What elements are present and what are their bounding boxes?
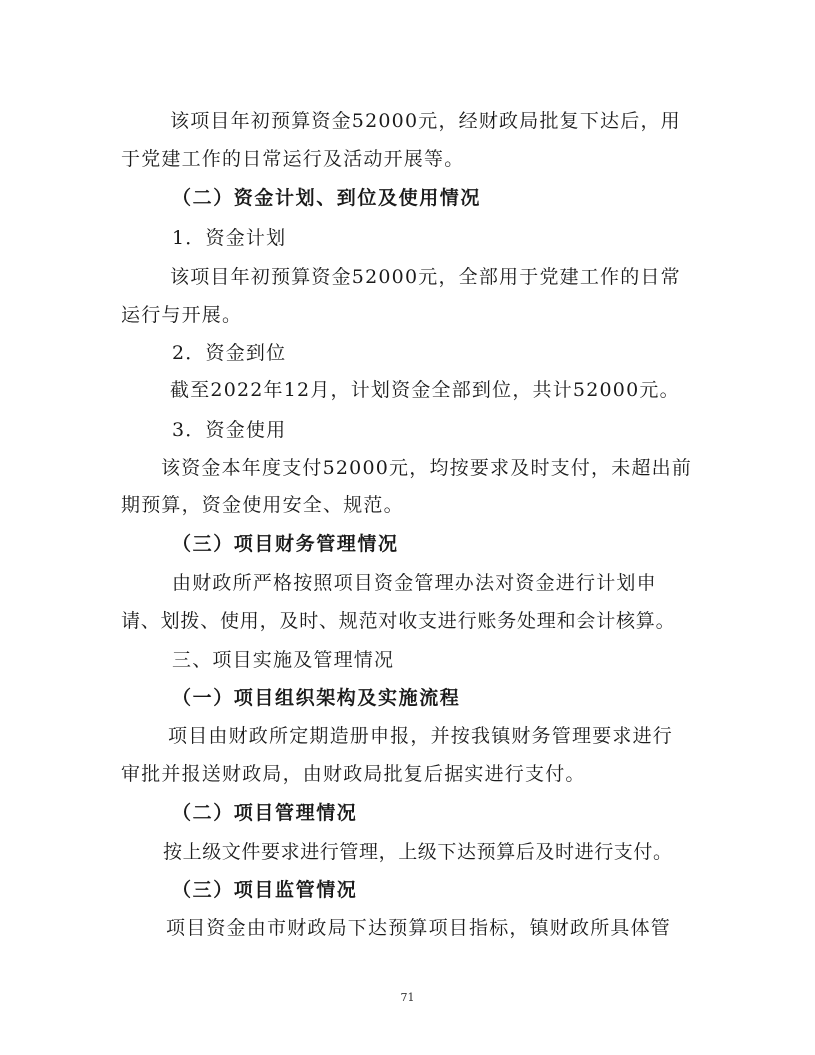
body-text-line: 期预算，资金使用安全、规范。: [121, 494, 404, 516]
section-heading: （一）项目组织架构及实施流程: [172, 687, 461, 709]
page-number: 71: [400, 991, 415, 1004]
body-text-line: 请、划拨、使用，及时、规范对收支进行账务处理和会计核算。: [121, 610, 676, 632]
body-text-line: 该资金本年度支付52000元，均按要求及时支付，未超出前: [161, 457, 693, 479]
numbered-heading: 2．资金到位: [172, 342, 287, 364]
body-text-line: 运行与开展。: [121, 304, 243, 326]
body-text-line: 由财政所严格按照项目资金管理办法对资金进行计划申: [172, 572, 657, 594]
body-text-line: 于党建工作的日常运行及活动开展等。: [121, 148, 465, 170]
body-text-line: 审批并报送财政局，由财政局批复后据实进行支付。: [121, 763, 586, 785]
body-text-line: 截至2022年12月，计划资金全部到位，共计52000元。: [170, 379, 680, 401]
body-text-line: 该项目年初预算资金52000元，全部用于党建工作的日常: [170, 266, 681, 288]
numbered-heading: 1．资金计划: [172, 227, 287, 249]
chapter-heading: 三、项目实施及管理情况: [172, 649, 395, 671]
section-heading: （二）资金计划、到位及使用情况: [172, 187, 482, 209]
section-heading: （三）项目财务管理情况: [172, 533, 399, 555]
body-text-line: 按上级文件要求进行管理，上级下达预算后及时进行支付。: [163, 841, 673, 863]
section-heading: （二）项目管理情况: [172, 802, 358, 824]
section-heading: （三）项目监管情况: [172, 879, 358, 901]
numbered-heading: 3．资金使用: [172, 419, 287, 441]
body-text-line: 项目资金由市财政局下达预算项目指标，镇财政所具体管: [166, 917, 672, 939]
body-text-line: 项目由财政所定期造册申报，并按我镇财务管理要求进行: [168, 725, 674, 747]
body-text-line: 该项目年初预算资金52000元，经财政局批复下达后，用: [170, 110, 681, 132]
